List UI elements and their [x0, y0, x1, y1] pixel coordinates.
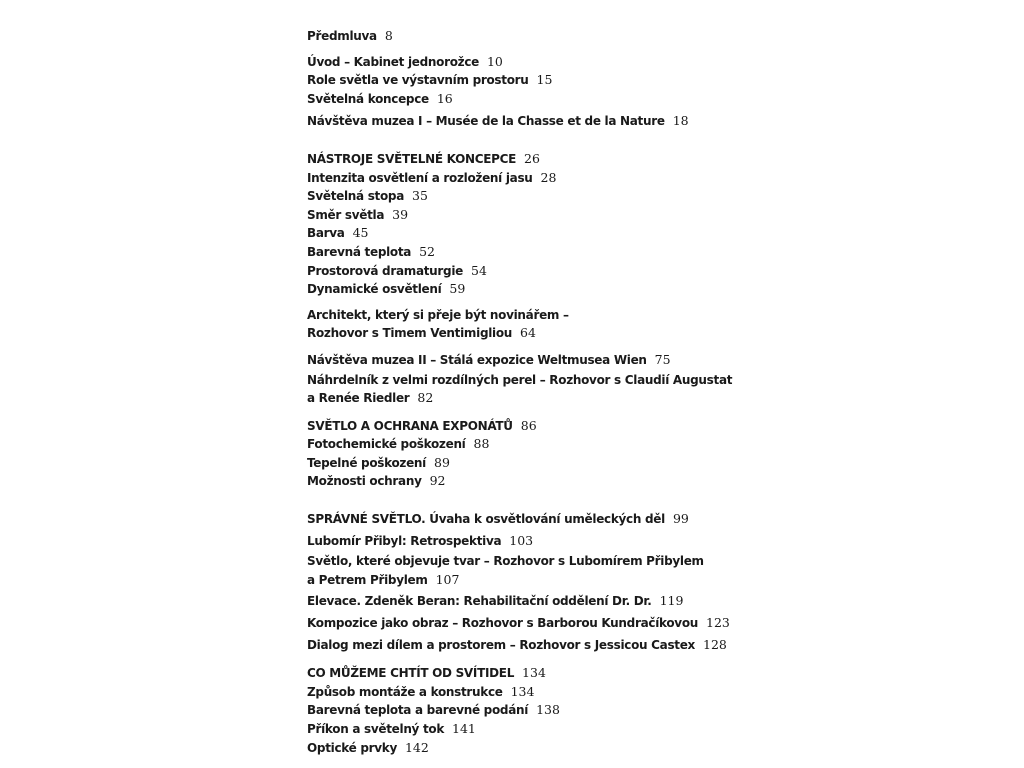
- toc-entry: [307, 27, 1007, 46]
- toc-page-number: 99: [672, 511, 689, 527]
- toc-entry-title: Směr světla: [307, 207, 385, 222]
- toc-entry: [307, 417, 1007, 436]
- toc-page-number: 64: [520, 325, 536, 341]
- toc-page-number: 16: [436, 90, 453, 106]
- toc-entry-title: Návštěva muzea II – Stálá expozice Weltmusea Wien: [307, 352, 647, 367]
- toc-entry-title: Předmluva: [307, 29, 377, 43]
- toc-entry: [307, 280, 1007, 299]
- toc-entry: [307, 510, 1007, 529]
- toc-entry: [307, 664, 1007, 683]
- toc-page-number: 92: [429, 473, 446, 489]
- toc-entry: [307, 435, 1007, 454]
- toc-entry-title: Způsob montáže a konstrukce: [307, 684, 503, 699]
- toc-entry-title: Dynamické osvětlení: [307, 282, 442, 297]
- toc-entry-title-continued: [307, 571, 1007, 590]
- toc-page-number: 138: [536, 702, 560, 718]
- toc-page-number: 28: [540, 169, 557, 185]
- toc-entry-title: NÁSTROJE SVĚTELNÉ KONCEPCE: [307, 151, 517, 166]
- toc-entry-title-continued: [307, 389, 1007, 408]
- table-of-contents: [307, 27, 1007, 757]
- toc-page-number: 35: [412, 188, 428, 204]
- toc-entry-title: Barevná teplota: [307, 244, 412, 259]
- toc-entry: [307, 372, 1007, 408]
- toc-entry: [307, 614, 1007, 633]
- toc-entry-title: Příkon a světelný tok: [307, 722, 445, 736]
- toc-entry: [307, 454, 1007, 473]
- toc-entry: [307, 224, 1007, 243]
- toc-page-number: 134: [522, 665, 546, 681]
- toc-page-number: 18: [672, 113, 689, 129]
- toc-entry-title: SPRÁVNÉ SVĚTLO. Úvaha k osvětlování uměleckých děl: [307, 512, 665, 527]
- toc-entry-title: Prostorová dramaturgie: [307, 263, 463, 278]
- toc-entry: [307, 206, 1007, 225]
- toc-entry: [307, 351, 1007, 370]
- toc-entry: [307, 187, 1007, 206]
- toc-entry-title: Barva: [307, 226, 345, 241]
- toc-page-number: 107: [435, 571, 460, 587]
- toc-page-number: 75: [654, 351, 671, 367]
- toc-page-number: 103: [509, 532, 534, 548]
- toc-page-number: 86: [520, 417, 537, 433]
- toc-entry: [307, 592, 1007, 611]
- toc-entry: [307, 150, 1007, 169]
- toc-entry: [307, 307, 1007, 343]
- toc-entry-title: CO MŮŽEME CHTÍT OD SVÍTIDEL: [307, 666, 515, 681]
- toc-entry: [307, 532, 1007, 551]
- toc-page-number: 54: [471, 262, 487, 278]
- toc-page-number: 15: [536, 72, 553, 88]
- toc-entry-title: Architekt, který si přeje být novinářem –: [307, 307, 569, 322]
- toc-page-number: 141: [452, 721, 476, 736]
- toc-entry: [307, 169, 1007, 188]
- toc-entry: [307, 472, 1007, 491]
- toc-entry-title: SVĚTLO A OCHRANA EXPONÁTŮ: [307, 418, 513, 433]
- toc-entry-title-continued: [307, 324, 1007, 343]
- toc-entry: [307, 262, 1007, 281]
- toc-entry-title: Intenzita osvětlení a rozložení jasu: [307, 170, 533, 185]
- toc-entry-title: Návštěva muzea I – Musée de la Chasse et de la Nature: [307, 114, 665, 129]
- toc-entry-title: Barevná teplota a barevné podání: [307, 703, 529, 718]
- toc-page-number: 59: [449, 281, 466, 297]
- toc-entry-title: Světlo, které objevuje tvar – Rozhovor s Lubomírem Přibylem: [307, 554, 704, 569]
- toc-entry-title: Světelná koncepce: [307, 91, 429, 106]
- toc-page-number: 39: [392, 206, 409, 222]
- toc-entry-title: Tepelné poškození: [307, 455, 426, 470]
- toc-entry-title: Úvod – Kabinet jednorožce: [307, 54, 479, 69]
- toc-page-number: 119: [659, 593, 684, 609]
- toc-entry-title: Role světla ve výstavním prostoru: [307, 73, 529, 88]
- toc-entry: [307, 243, 1007, 262]
- toc-entry-title: Kompozice jako obraz – Rozhovor s Barborou Kundračíkovou: [307, 616, 699, 631]
- toc-entry: [307, 112, 1007, 131]
- toc-page-number: 142: [404, 739, 429, 755]
- toc-entry: [307, 636, 1007, 655]
- toc-entry-title: Náhrdelník z velmi rozdílných perel – Rozhovor s Claudií Augustat: [307, 372, 733, 387]
- toc-page-number: 128: [703, 636, 727, 652]
- toc-entry-title: Možnosti ochrany: [307, 474, 422, 489]
- toc-page-number: 89: [434, 454, 450, 470]
- toc-entry-title: Fotochemické poškození: [307, 437, 466, 452]
- toc-entry: [307, 739, 1007, 758]
- toc-entry: [307, 720, 1007, 739]
- toc-entry-title: Lubomír Přibyl: Retrospektiva: [307, 533, 502, 548]
- toc-entry-title-line2: a Renée Riedler: [307, 391, 410, 406]
- toc-page-number: 26: [524, 150, 540, 166]
- toc-page-number: 123: [706, 615, 730, 631]
- toc-page-number: 8: [384, 28, 393, 43]
- toc-page-number: 52: [419, 243, 436, 259]
- toc-entry-title-line2: a Petrem Přibylem: [307, 572, 428, 587]
- toc-entry: [307, 701, 1007, 720]
- toc-page-number: 134: [510, 683, 535, 699]
- toc-entry: [307, 683, 1007, 702]
- toc-entry: [307, 553, 1007, 589]
- toc-entry-title: Dialog mezi dílem a prostorem – Rozhovor s Jessicou Castex: [307, 637, 695, 652]
- toc-entry-title-line2: Rozhovor s Timem Ventimigliou: [307, 326, 513, 341]
- toc-page-number: 82: [417, 390, 434, 406]
- toc-entry-title: Elevace. Zdeněk Beran: Rehabilitační oddělení Dr. Dr.: [307, 594, 652, 609]
- toc-entry: [307, 90, 1007, 109]
- toc-page-number: 45: [352, 225, 369, 241]
- toc-entry-title: Optické prvky: [307, 740, 397, 755]
- toc-entry-title: Světelná stopa: [307, 189, 405, 204]
- toc-page-number: 88: [473, 436, 490, 452]
- toc-page-number: 10: [486, 53, 503, 69]
- toc-entry: [307, 71, 1007, 90]
- toc-entry: [307, 53, 1007, 72]
